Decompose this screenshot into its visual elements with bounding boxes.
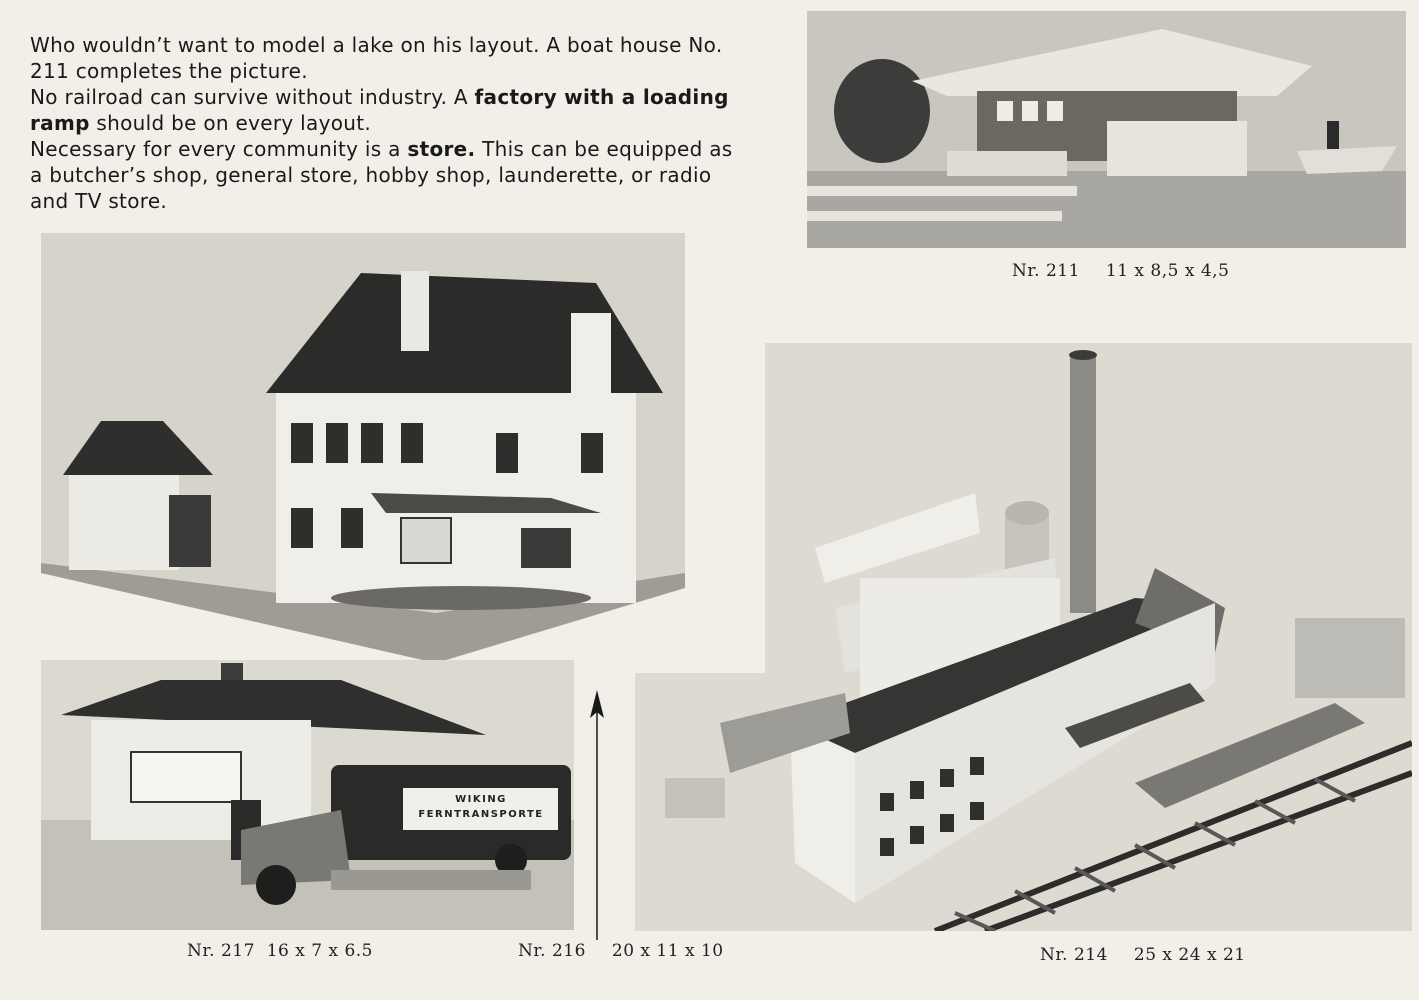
house-photo	[41, 233, 685, 663]
factory-photo	[635, 343, 1412, 931]
caption-station-dims: 16 x 7 x 6.5	[266, 941, 373, 961]
caption-house-dims: 20 x 11 x 10	[611, 941, 724, 961]
intro-p1: Who wouldn’t want to model a lake on his layout. A boat house No. 211 completes the picture.	[30, 33, 723, 83]
boathouse-photo	[807, 11, 1406, 248]
caption-station-nr: Nr. 217	[187, 941, 255, 961]
caption-boathouse	[1012, 261, 1229, 281]
truck-label-line2: FERNTRANSPORTE	[418, 809, 544, 820]
truck-label	[411, 792, 551, 822]
intro-p3-b: This can be equipped as a butcher’s shop, general store, hobby shop, launderette, or radio and TV store.	[30, 137, 733, 213]
caption-house	[518, 941, 724, 961]
intro-paragraph-factory	[30, 84, 742, 136]
caption-boathouse-dims: 11 x 8,5 x 4,5	[1105, 261, 1230, 281]
intro-p3-bold: store.	[407, 137, 476, 161]
intro-p2-bold: factory with a loading ramp	[30, 85, 729, 135]
caption-house-nr: Nr. 216	[518, 941, 586, 961]
intro-p3-a: Necessary for every community is a	[30, 137, 408, 161]
intro-text	[30, 32, 742, 214]
caption-factory-dims: 25 x 24 x 21	[1133, 945, 1246, 965]
caption-boathouse-nr: Nr. 211	[1012, 261, 1080, 281]
arrow-pointer-icon	[590, 690, 604, 940]
intro-paragraph-store	[30, 136, 742, 214]
caption-factory	[1040, 945, 1246, 965]
station-photo	[41, 660, 574, 930]
caption-factory-nr: Nr. 214	[1040, 945, 1108, 965]
caption-station	[187, 941, 373, 961]
intro-paragraph-boathouse	[30, 32, 742, 84]
intro-p2-a: No railroad can survive without industry. A	[30, 85, 475, 109]
truck-label-line1: WIKING	[455, 794, 507, 805]
intro-p2-b: should be on every layout.	[89, 111, 372, 135]
